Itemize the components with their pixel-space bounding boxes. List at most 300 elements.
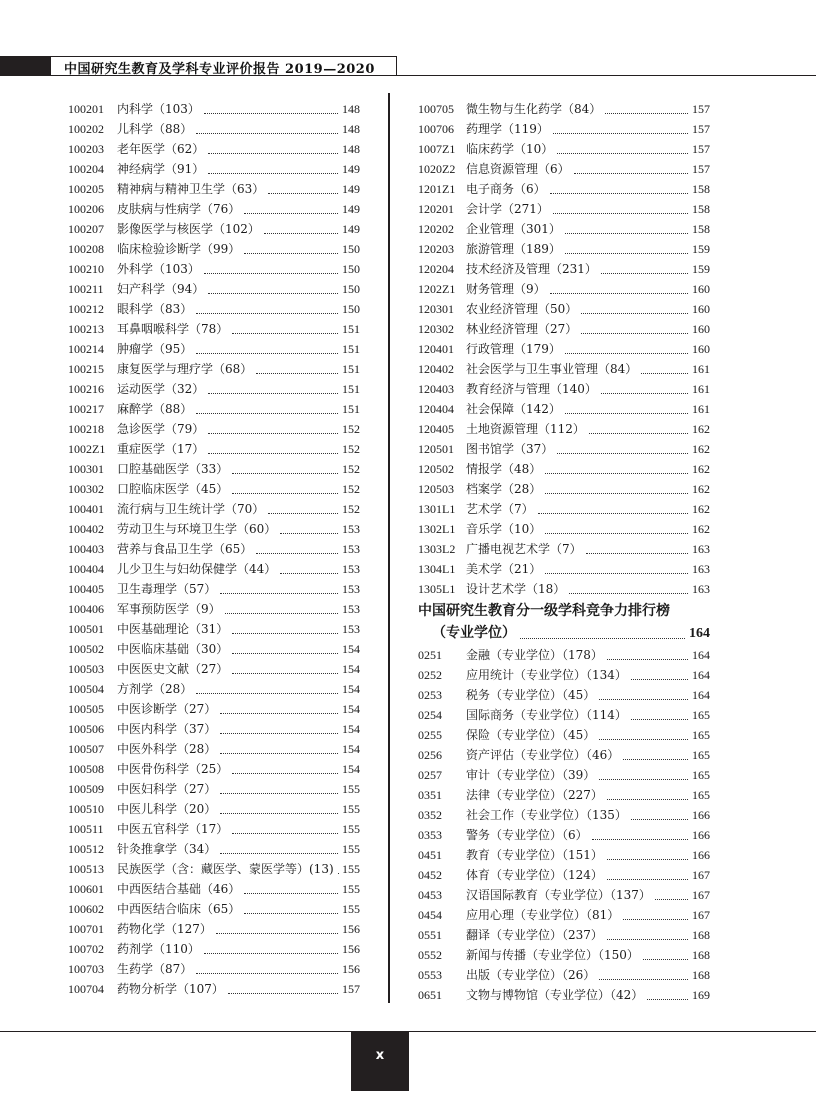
entry-title: 影像医学与核医学（102） [117,222,260,236]
toc-entry[interactable] [68,920,360,940]
dot-leader [607,652,688,660]
entry-code: 100511 [68,822,104,836]
toc-entry[interactable] [68,960,360,980]
entry-title: 中医医史文献（27） [117,662,229,676]
entry-page: 166 [692,848,710,862]
toc-entry[interactable] [418,746,710,766]
toc-entry[interactable] [68,320,360,340]
entry-page: 153 [342,542,360,556]
toc-entry[interactable] [68,240,360,260]
entry-page: 153 [342,602,360,616]
dot-leader [232,766,338,774]
toc-entry[interactable] [68,420,360,440]
toc-entry[interactable] [418,300,710,320]
entry-code: 0254 [418,708,442,722]
dot-leader [232,486,338,494]
entry-page: 152 [342,442,360,456]
entry-code: 0452 [418,868,442,882]
entry-page: 166 [692,828,710,842]
entry-page: 155 [342,862,360,876]
entry-title: 教育经济与管理（140） [466,382,597,396]
entry-page: 162 [692,442,710,456]
entry-code: 100218 [68,422,104,436]
entry-code: 0651 [418,988,442,1002]
entry-code: 1305L1 [418,582,456,596]
entry-title: 文物与博物馆（专业学位）（42） [466,988,644,1002]
entry-code: 100212 [68,302,104,316]
dot-leader [599,772,688,780]
toc-entry[interactable] [418,966,710,986]
entry-title: 神经病学（91） [117,162,205,176]
toc-entry[interactable] [418,646,710,666]
entry-page: 152 [342,482,360,496]
entry-page: 155 [342,782,360,796]
entry-title: 中西医结合基础（46） [117,882,241,896]
toc-entry[interactable] [418,140,710,160]
toc-entry[interactable] [418,906,710,926]
dot-leader [196,306,338,314]
entry-title: 生药学（87） [117,962,193,976]
entry-page: 157 [692,102,710,116]
dot-leader [216,926,338,934]
entry-code: 100507 [68,742,104,756]
entry-title: 卫生毒理学（57） [117,582,217,596]
entry-code: 0256 [418,748,442,762]
toc-entry[interactable] [418,380,710,400]
entry-title: 中医外科学（28） [117,742,217,756]
entry-page: 162 [692,462,710,476]
dot-leader [550,186,688,194]
entry-title: 审计（专业学位）（39） [466,768,596,782]
entry-code: 100207 [68,222,104,236]
entry-title: 中医五官科学（17） [117,822,229,836]
entry-page: 149 [342,182,360,196]
dot-leader [655,892,688,900]
entry-code: 120402 [418,362,454,376]
dot-leader [280,526,338,534]
header-rule [397,75,816,76]
toc-entry[interactable] [68,340,360,360]
entry-page: 165 [692,788,710,802]
entry-page: 150 [342,282,360,296]
entry-title: 中医妇科学（27） [117,782,217,796]
entry-title: 中医儿科学（20） [117,802,217,816]
toc-entry[interactable] [418,866,710,886]
toc-entry[interactable] [68,780,360,800]
toc-entry[interactable] [68,820,360,840]
entry-title: 技术经济及管理（231） [466,262,597,276]
dot-leader [208,146,338,154]
entry-page: 148 [342,122,360,136]
toc-entry[interactable] [68,460,360,480]
dot-leader [605,106,688,114]
entry-title: 肿瘤学（95） [117,342,193,356]
toc-entry[interactable] [68,680,360,700]
entry-page: 153 [342,622,360,636]
entry-code: 100705 [418,102,454,116]
entry-page: 154 [342,762,360,776]
toc-entry[interactable] [68,280,360,300]
entry-code: 100502 [68,642,104,656]
entry-code: 100505 [68,702,104,716]
toc-entry[interactable] [418,340,710,360]
running-header-title: 中国研究生教育及学科专业评价报告 2019—2020 [64,62,375,77]
toc-entry[interactable] [68,580,360,600]
entry-title: 情报学（48） [466,462,542,476]
dot-leader [268,186,338,194]
section-page: 164 [689,626,710,641]
entry-page: 168 [692,968,710,982]
toc-entry[interactable] [418,420,710,440]
entry-title: 军事预防医学（9） [117,602,221,616]
entry-code: 120201 [418,202,454,216]
entry-page: 169 [692,988,710,1002]
entry-code: 100702 [68,942,104,956]
entry-page: 158 [692,182,710,196]
entry-title: 税务（专业学位）（45） [466,688,596,702]
entry-title: 中医骨伤科学（25） [117,762,229,776]
entry-title: 药物分析学（107） [117,982,224,996]
entry-title: 耳鼻咽喉科学（78） [117,322,229,336]
entry-code: 120404 [418,402,454,416]
entry-code: 100203 [68,142,104,156]
toc-entry[interactable] [68,180,360,200]
entry-title: 口腔临床医学（45） [117,482,229,496]
toc-list-academic [418,100,710,600]
toc-entry[interactable] [68,380,360,400]
entry-page: 151 [342,382,360,396]
dot-leader [641,366,688,374]
entry-code: 0453 [418,888,442,902]
toc-entry[interactable] [418,946,710,966]
toc-entry[interactable] [68,560,360,580]
dot-leader [607,872,688,880]
toc-entry[interactable] [68,940,360,960]
entry-page: 164 [692,648,710,662]
entry-title: 营养与食品卫生学（65） [117,542,253,556]
entry-code: 100513 [68,862,104,876]
entry-page: 164 [692,688,710,702]
entry-code: 0551 [418,928,442,942]
dot-leader [623,752,688,760]
dot-leader [586,546,688,554]
toc-entry[interactable] [418,260,710,280]
toc-entry[interactable] [418,826,710,846]
toc-entry[interactable] [418,160,710,180]
toc-entry[interactable] [68,500,360,520]
toc-entry[interactable] [68,300,360,320]
dot-leader [545,526,688,534]
entry-page: 151 [342,362,360,376]
toc-entry[interactable] [418,666,710,686]
entry-title: 流行病与卫生统计学（70） [117,502,265,516]
dot-leader [545,486,688,494]
entry-code: 100406 [68,602,104,616]
entry-page: 157 [692,142,710,156]
toc-entry[interactable] [68,100,360,120]
entry-title: 社会医学与卫生事业管理（84） [466,362,638,376]
toc-entry[interactable] [68,540,360,560]
entry-code: 1304L1 [418,562,456,576]
toc-entry[interactable] [68,440,360,460]
toc-entry[interactable] [68,140,360,160]
dot-leader [208,446,338,454]
dot-leader [196,126,338,134]
dot-leader [232,646,338,654]
dot-leader [196,406,338,414]
entry-page: 160 [692,322,710,336]
entry-code: 0255 [418,728,442,742]
entry-title: 企业管理（301） [466,222,561,236]
entry-page: 159 [692,262,710,276]
dot-leader [204,266,338,274]
dot-leader [208,386,338,394]
entry-page: 163 [692,562,710,576]
toc-entry[interactable] [68,900,360,920]
entry-title: 微生物与生化药学（84） [466,102,602,116]
entry-page: 165 [692,728,710,742]
toc-entry[interactable] [418,580,710,600]
dot-leader [601,266,688,274]
toc-entry[interactable] [68,480,360,500]
toc-entry[interactable] [68,360,360,380]
dot-leader [256,366,338,374]
toc-entry[interactable] [418,766,710,786]
section-heading[interactable]: 中国研究生教育分一级学科竞争力排行榜 [418,603,670,619]
entry-code: 120301 [418,302,454,316]
entry-page: 154 [342,722,360,736]
dot-leader [565,346,688,354]
entry-code: 0352 [418,808,442,822]
dot-leader [647,992,688,1000]
toc-entry[interactable] [68,200,360,220]
toc-entry[interactable] [68,640,360,660]
toc-entry[interactable] [418,560,710,580]
toc-entry[interactable] [68,260,360,280]
toc-entry[interactable] [68,600,360,620]
entry-title: 翻译（专业学位）（237） [466,928,603,942]
entry-page: 164 [692,668,710,682]
entry-code: 100510 [68,802,104,816]
entry-title: 会计学（271） [466,202,549,216]
toc-entry[interactable] [68,700,360,720]
entry-page: 154 [342,702,360,716]
entry-page: 148 [342,102,360,116]
toc-entry[interactable] [418,360,710,380]
dot-leader [607,852,688,860]
entry-page: 151 [342,322,360,336]
entry-title: 麻醉学（88） [117,402,193,416]
toc-entry[interactable] [418,926,710,946]
entry-code: 100506 [68,722,104,736]
toc-entry[interactable] [418,726,710,746]
entry-code: 100206 [68,202,104,216]
toc-entry[interactable] [68,720,360,740]
toc-entry[interactable] [418,886,710,906]
toc-entry[interactable] [68,520,360,540]
entry-page: 165 [692,708,710,722]
toc-entry[interactable] [68,740,360,760]
toc-entry[interactable] [418,806,710,826]
entry-code: 120202 [418,222,454,236]
toc-entry[interactable] [68,880,360,900]
entry-code: 0553 [418,968,442,982]
toc-entry[interactable] [418,320,710,340]
toc-entry[interactable] [68,980,360,1000]
dot-leader [545,566,688,574]
entry-title: 社会工作（专业学位）（135） [466,808,627,822]
entry-title: 外科学（103） [117,262,200,276]
toc-entry[interactable] [68,860,360,880]
toc-entry[interactable] [68,400,360,420]
entry-title: 广播电视艺术学（7） [466,542,582,556]
entry-page: 156 [342,962,360,976]
dot-leader [232,466,338,474]
entry-code: 100202 [68,122,104,136]
section-subheading[interactable] [418,622,710,646]
toc-entry[interactable] [418,786,710,806]
toc-entry[interactable] [418,480,710,500]
entry-page: 160 [692,282,710,296]
toc-entry[interactable] [68,620,360,640]
entry-page: 153 [342,582,360,596]
entry-title: 民族医学（含：藏医学、蒙医学等）(13) [117,862,334,876]
dot-leader [232,826,338,834]
entry-title: 艺术学（7） [466,502,534,516]
entry-code: 100703 [68,962,104,976]
toc-entry[interactable] [418,540,710,560]
toc-entry[interactable] [418,706,710,726]
entry-code: 100403 [68,542,104,556]
toc-entry[interactable] [68,840,360,860]
entry-page: 162 [692,502,710,516]
dot-leader [592,832,688,840]
entry-title: 财务管理（9） [466,282,546,296]
entry-title: 临床药学（10） [466,142,554,156]
toc-entry[interactable] [68,160,360,180]
entry-code: 120204 [418,262,454,276]
entry-page: 155 [342,822,360,836]
dot-leader [569,586,688,594]
entry-title: 口腔基础医学（33） [117,462,229,476]
dot-leader [631,672,688,680]
entry-code: 100205 [68,182,104,196]
toc-entry[interactable] [418,220,710,240]
dot-leader [244,246,338,254]
entry-title: 汉语国际教育（专业学位）（137） [466,888,651,902]
entry-title: 资产评估（专业学位）（46） [466,748,620,762]
entry-title: 设计艺术学（18） [466,582,566,596]
entry-title: 土地资源管理（112） [466,422,585,436]
toc-entry[interactable] [418,280,710,300]
entry-page: 154 [342,682,360,696]
entry-title: 精神病与精神卫生学（63） [117,182,265,196]
entry-code: 100701 [68,922,104,936]
dot-leader [553,206,688,214]
dot-leader [196,966,338,974]
entry-page: 165 [692,768,710,782]
entry-code: 100706 [418,122,454,136]
toc-entry[interactable] [68,120,360,140]
toc-entry[interactable] [418,180,710,200]
toc-entry[interactable] [68,220,360,240]
entry-code: 100512 [68,842,104,856]
toc-entry[interactable] [418,400,710,420]
toc-entry[interactable] [418,460,710,480]
dot-leader [208,426,338,434]
toc-entry[interactable] [418,200,710,220]
entry-page: 161 [692,382,710,396]
entry-page: 150 [342,302,360,316]
entry-title: 儿少卫生与妇幼保健学（44） [117,562,277,576]
toc-entry[interactable] [418,440,710,460]
dot-leader [244,906,338,914]
entry-page: 148 [342,142,360,156]
entry-page: 157 [692,122,710,136]
dot-leader [232,666,338,674]
entry-page: 155 [342,842,360,856]
toc-entry[interactable] [418,500,710,520]
entry-page: 159 [692,242,710,256]
entry-page: 162 [692,422,710,436]
entry-code: 1301L1 [418,502,456,516]
entry-title: 眼科学（83） [117,302,193,316]
entry-title: 法律（专业学位）（227） [466,788,603,802]
dot-leader [643,952,688,960]
toc-entry[interactable] [68,800,360,820]
toc-entry[interactable] [418,520,710,540]
entry-page: 161 [692,402,710,416]
entry-title: 康复医学与理疗学（68） [117,362,253,376]
toc-entry[interactable] [418,120,710,140]
dot-leader [589,426,688,434]
entry-code: 120405 [418,422,454,436]
toc-entry[interactable] [418,846,710,866]
toc-entry[interactable] [418,240,710,260]
entry-code: 100704 [68,982,104,996]
entry-page: 161 [692,362,710,376]
toc-entry[interactable] [418,986,710,1006]
entry-title: 音乐学（10） [466,522,542,536]
dot-leader [220,746,338,754]
entry-page: 150 [342,242,360,256]
entry-title: 行政管理（179） [466,342,561,356]
entry-title: 运动医学（32） [117,382,205,396]
dot-leader [557,446,688,454]
dot-leader [623,912,688,920]
dot-leader [220,706,338,714]
entry-code: 120403 [418,382,454,396]
toc-entry[interactable] [418,686,710,706]
entry-code: 100214 [68,342,104,356]
entry-code: 1201Z1 [418,182,456,196]
entry-code: 100216 [68,382,104,396]
entry-code: 100501 [68,622,104,636]
entry-title: 临床检验诊断学（99） [117,242,241,256]
entry-code: 100210 [68,262,104,276]
entry-code: 100509 [68,782,104,796]
entry-code: 100208 [68,242,104,256]
entry-code: 1202Z1 [418,282,456,296]
entry-code: 0252 [418,668,442,682]
entry-page: 150 [342,262,360,276]
toc-entry[interactable] [68,760,360,780]
entry-page: 162 [692,522,710,536]
toc-entry[interactable] [68,660,360,680]
entry-title: 中医临床基础（30） [117,642,229,656]
toc-entry[interactable] [418,100,710,120]
entry-code: 0351 [418,788,442,802]
